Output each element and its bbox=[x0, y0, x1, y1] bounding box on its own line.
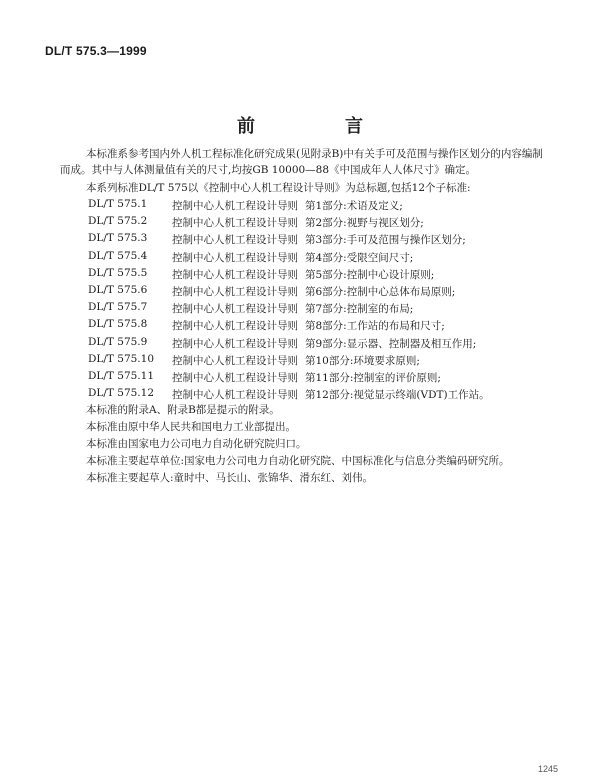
standard-row bbox=[88, 198, 558, 215]
series-paragraph: 本系列标准DL/T 575以《控制中心人机工程设计导则》为总标题,包括12个子标准: bbox=[86, 182, 471, 194]
standard-part: 第5部分:控制中心设计原则; bbox=[305, 268, 435, 281]
standard-row bbox=[88, 353, 558, 370]
standard-row bbox=[88, 370, 558, 387]
standard-row bbox=[88, 284, 558, 301]
standard-part: 第7部分:控制室的布局; bbox=[305, 303, 414, 316]
standard-code: DL/T 575.8 bbox=[88, 318, 148, 331]
standard-row bbox=[88, 336, 558, 353]
standard-guide: 控制中心人机工程设计导则 bbox=[172, 217, 298, 230]
standard-row bbox=[88, 215, 558, 232]
intro-paragraph: 本标准系参考国内外人机工程标准化研究成果(见附录B)中有关手可及范围与操作区划分的内容编制而成。其中与人体测量值有关的尺寸,均按GB 10000—88《中国成年人人体尺寸》确定。 bbox=[60, 148, 543, 176]
standard-code: DL/T 575.4 bbox=[88, 249, 148, 262]
note-line: 本标准主要起草单位:国家电力公司电力自动化研究院、中国标准化与信息分类编码研究所。 bbox=[86, 455, 510, 467]
note-line: 本标准由原中华人民共和国电力工业部提出。 bbox=[86, 421, 296, 433]
standard-row bbox=[88, 318, 558, 335]
standard-code: DL/T 575.5 bbox=[88, 266, 148, 279]
page-number: 1245 bbox=[538, 764, 559, 774]
note-line: 本标准主要起草人:童时中、马长山、张锦华、滑东红、刘伟。 bbox=[86, 472, 374, 484]
standard-guide: 控制中心人机工程设计导则 bbox=[172, 303, 298, 316]
notes-section bbox=[86, 402, 566, 487]
standard-code: DL/T 575.6 bbox=[88, 283, 148, 296]
standard-row bbox=[88, 250, 558, 267]
standard-part: 第10部分:环境要求原则; bbox=[305, 354, 420, 367]
standards-list bbox=[88, 198, 558, 404]
standard-row bbox=[88, 301, 558, 318]
standard-code: DL/T 575.9 bbox=[88, 335, 148, 348]
standard-code: DL/T 575.12 bbox=[88, 387, 155, 400]
standard-guide: 控制中心人机工程设计导则 bbox=[172, 389, 298, 402]
standard-row bbox=[88, 232, 558, 249]
standard-row bbox=[88, 267, 558, 284]
standard-part: 第1部分:术语及定义; bbox=[305, 200, 403, 212]
standard-guide: 控制中心人机工程设计导则 bbox=[172, 251, 298, 264]
standard-part: 第11部分:控制室的评价原则; bbox=[305, 371, 441, 384]
standard-code: DL/T 575.3 bbox=[88, 232, 148, 245]
standard-guide: 控制中心人机工程设计导则 bbox=[172, 320, 298, 333]
standard-part: 第8部分:工作站的布局和尺寸; bbox=[305, 320, 445, 333]
standard-guide: 控制中心人机工程设计导则 bbox=[172, 354, 298, 367]
note-line: 本标准由国家电力公司电力自动化研究院归口。 bbox=[86, 438, 307, 450]
page-title: 前 言 bbox=[237, 116, 399, 137]
standard-part: 第4部分:受限空间尺寸; bbox=[305, 251, 414, 264]
standard-code: DL/T 575.2 bbox=[88, 215, 148, 228]
standard-guide: 控制中心人机工程设计导则 bbox=[172, 268, 298, 281]
note-line: 本标准的附录A、附录B都是提示的附录。 bbox=[86, 404, 280, 416]
standard-guide: 控制中心人机工程设计导则 bbox=[172, 371, 298, 384]
standard-guide: 控制中心人机工程设计导则 bbox=[172, 337, 298, 350]
document-code: DL/T 575.3—1999 bbox=[45, 44, 147, 58]
standard-code: DL/T 575.10 bbox=[88, 352, 155, 365]
standard-guide: 控制中心人机工程设计导则 bbox=[172, 285, 298, 298]
standard-guide: 控制中心人机工程设计导则 bbox=[172, 200, 298, 212]
standard-guide: 控制中心人机工程设计导则 bbox=[172, 234, 298, 247]
standard-part: 第2部分:视野与视区划分; bbox=[305, 217, 424, 230]
standard-code: DL/T 575.7 bbox=[88, 301, 148, 314]
standard-part: 第3部分:手可及范围与操作区划分; bbox=[305, 234, 466, 247]
standard-part: 第6部分:控制中心总体布局原则; bbox=[305, 285, 456, 298]
standard-part: 第9部分:显示器、控制器及相互作用; bbox=[305, 337, 477, 350]
standard-code: DL/T 575.11 bbox=[88, 369, 155, 382]
standard-part: 第12部分:视觉显示终端(VDT)工作站。 bbox=[305, 389, 490, 402]
standard-code: DL/T 575.1 bbox=[88, 198, 148, 210]
